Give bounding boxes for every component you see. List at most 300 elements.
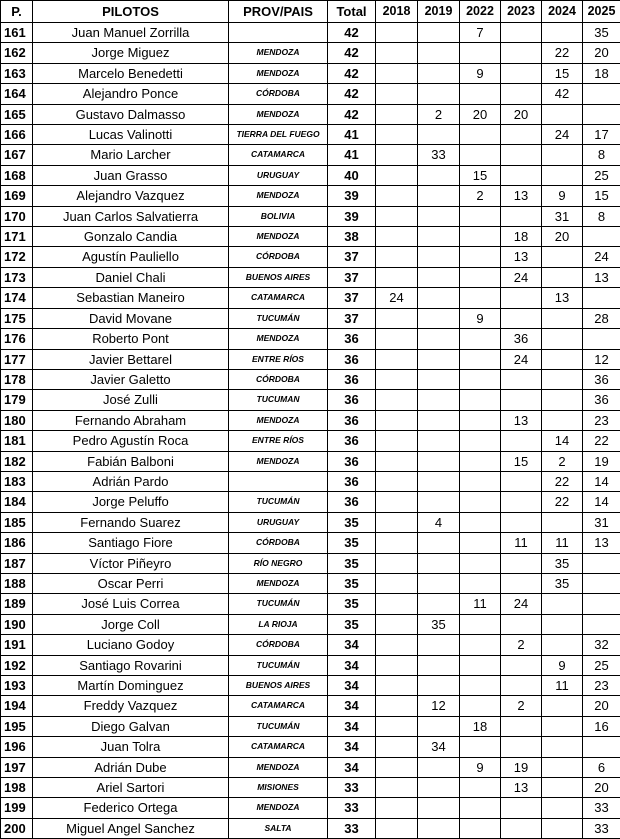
province-cell: MENDOZA xyxy=(229,573,328,593)
points-2018-cell xyxy=(376,757,418,777)
points-2024-cell xyxy=(542,594,583,614)
pilot-name-cell: Juan Manuel Zorrilla xyxy=(33,23,229,43)
position-cell: 176 xyxy=(1,329,33,349)
position-cell: 167 xyxy=(1,145,33,165)
pilot-name-cell: Jorge Miguez xyxy=(33,43,229,63)
points-2019-cell xyxy=(418,227,460,247)
total-cell: 36 xyxy=(328,410,376,430)
points-2018-cell xyxy=(376,206,418,226)
position-cell: 196 xyxy=(1,737,33,757)
points-2022-cell xyxy=(460,512,501,532)
points-2025-cell xyxy=(583,594,620,614)
points-2023-cell xyxy=(501,553,542,573)
total-cell: 34 xyxy=(328,635,376,655)
table-row xyxy=(1,186,620,206)
pilot-name-cell: Ariel Sartori xyxy=(33,778,229,798)
points-2022-cell xyxy=(460,410,501,430)
points-2024-cell xyxy=(542,818,583,838)
table-row xyxy=(1,431,620,451)
points-2019-cell: 2 xyxy=(418,104,460,124)
table-row xyxy=(1,512,620,532)
points-2019-cell xyxy=(418,676,460,696)
points-2023-cell xyxy=(501,288,542,308)
points-2023-cell: 2 xyxy=(501,696,542,716)
points-2022-cell xyxy=(460,43,501,63)
points-2025-cell: 24 xyxy=(583,247,620,267)
points-2024-cell: 35 xyxy=(542,573,583,593)
total-cell: 35 xyxy=(328,533,376,553)
points-2022-cell xyxy=(460,390,501,410)
total-cell: 42 xyxy=(328,63,376,83)
points-2024-cell xyxy=(542,778,583,798)
points-2022-cell xyxy=(460,635,501,655)
points-2018-cell xyxy=(376,43,418,63)
header-2019: 2019 xyxy=(418,1,460,23)
pilot-name-cell: Lucas Valinotti xyxy=(33,125,229,145)
points-2019-cell xyxy=(418,288,460,308)
province-cell: ENTRE RÍOS xyxy=(229,431,328,451)
province-cell: TIERRA DEL FUEGO xyxy=(229,125,328,145)
points-2018-cell xyxy=(376,104,418,124)
points-2019-cell xyxy=(418,818,460,838)
points-2019-cell xyxy=(418,410,460,430)
points-2025-cell: 28 xyxy=(583,308,620,328)
points-2023-cell xyxy=(501,573,542,593)
points-2024-cell xyxy=(542,410,583,430)
points-2019-cell xyxy=(418,308,460,328)
table-row xyxy=(1,614,620,634)
points-2023-cell xyxy=(501,308,542,328)
points-2022-cell xyxy=(460,655,501,675)
total-cell: 36 xyxy=(328,431,376,451)
pilot-name-cell: Sebastian Maneiro xyxy=(33,288,229,308)
total-cell: 41 xyxy=(328,145,376,165)
total-cell: 33 xyxy=(328,818,376,838)
province-cell: URUGUAY xyxy=(229,512,328,532)
pilot-name-cell: Javier Bettarel xyxy=(33,349,229,369)
header-position: P. xyxy=(1,1,33,23)
points-2024-cell: 20 xyxy=(542,227,583,247)
table-row xyxy=(1,390,620,410)
position-cell: 193 xyxy=(1,676,33,696)
table-row xyxy=(1,818,620,838)
table-row xyxy=(1,798,620,818)
points-2025-cell: 14 xyxy=(583,471,620,491)
points-2023-cell xyxy=(501,716,542,736)
points-2025-cell: 20 xyxy=(583,43,620,63)
points-2018-cell xyxy=(376,186,418,206)
table-row xyxy=(1,206,620,226)
pilot-name-cell: Santiago Fiore xyxy=(33,533,229,553)
table-row xyxy=(1,329,620,349)
points-2018-cell xyxy=(376,431,418,451)
points-2018-cell xyxy=(376,369,418,389)
table-row xyxy=(1,716,620,736)
pilot-name-cell: Pedro Agustín Roca xyxy=(33,431,229,451)
table-row xyxy=(1,308,620,328)
points-2025-cell: 32 xyxy=(583,635,620,655)
points-2022-cell xyxy=(460,451,501,471)
position-cell: 183 xyxy=(1,471,33,491)
points-2019-cell: 12 xyxy=(418,696,460,716)
points-2023-cell xyxy=(501,737,542,757)
points-2022-cell xyxy=(460,329,501,349)
total-cell: 36 xyxy=(328,329,376,349)
points-2025-cell: 17 xyxy=(583,125,620,145)
position-cell: 191 xyxy=(1,635,33,655)
points-2023-cell xyxy=(501,512,542,532)
pilot-name-cell: Adrián Dube xyxy=(33,757,229,777)
points-2019-cell xyxy=(418,329,460,349)
points-2022-cell xyxy=(460,84,501,104)
points-2018-cell xyxy=(376,553,418,573)
points-2018-cell xyxy=(376,655,418,675)
points-2024-cell xyxy=(542,267,583,287)
pilot-name-cell: David Movane xyxy=(33,308,229,328)
total-cell: 33 xyxy=(328,778,376,798)
position-cell: 190 xyxy=(1,614,33,634)
points-2019-cell xyxy=(418,798,460,818)
points-2019-cell xyxy=(418,553,460,573)
total-cell: 39 xyxy=(328,186,376,206)
table-row xyxy=(1,145,620,165)
table-row xyxy=(1,104,620,124)
points-2019-cell xyxy=(418,390,460,410)
province-cell: TUCUMÁN xyxy=(229,716,328,736)
points-2023-cell: 18 xyxy=(501,227,542,247)
points-2018-cell xyxy=(376,716,418,736)
position-cell: 188 xyxy=(1,573,33,593)
points-2024-cell xyxy=(542,390,583,410)
province-cell: CATAMARCA xyxy=(229,288,328,308)
points-2025-cell: 13 xyxy=(583,533,620,553)
total-cell: 37 xyxy=(328,288,376,308)
position-cell: 174 xyxy=(1,288,33,308)
points-2022-cell xyxy=(460,349,501,369)
points-2024-cell: 15 xyxy=(542,63,583,83)
points-2025-cell xyxy=(583,288,620,308)
province-cell: TUCUMAN xyxy=(229,390,328,410)
points-2023-cell xyxy=(501,43,542,63)
points-2024-cell xyxy=(542,145,583,165)
points-2018-cell xyxy=(376,84,418,104)
position-cell: 168 xyxy=(1,165,33,185)
points-2018-cell xyxy=(376,594,418,614)
points-2019-cell xyxy=(418,451,460,471)
total-cell: 42 xyxy=(328,23,376,43)
province-cell: URUGUAY xyxy=(229,165,328,185)
points-2022-cell: 15 xyxy=(460,165,501,185)
points-2019-cell xyxy=(418,186,460,206)
points-2019-cell xyxy=(418,757,460,777)
position-cell: 181 xyxy=(1,431,33,451)
pilot-name-cell: Martín Dominguez xyxy=(33,676,229,696)
points-2018-cell xyxy=(376,471,418,491)
province-cell: SALTA xyxy=(229,818,328,838)
points-2018-cell xyxy=(376,533,418,553)
points-2022-cell xyxy=(460,288,501,308)
pilot-name-cell: Diego Galvan xyxy=(33,716,229,736)
pilot-name-cell: Marcelo Benedetti xyxy=(33,63,229,83)
total-cell: 36 xyxy=(328,369,376,389)
points-2018-cell xyxy=(376,390,418,410)
position-cell: 177 xyxy=(1,349,33,369)
total-cell: 35 xyxy=(328,614,376,634)
province-cell: TUCUMÁN xyxy=(229,594,328,614)
points-2022-cell xyxy=(460,614,501,634)
pilot-name-cell: Alejandro Vazquez xyxy=(33,186,229,206)
province-cell: CATAMARCA xyxy=(229,145,328,165)
total-cell: 42 xyxy=(328,104,376,124)
points-2025-cell: 8 xyxy=(583,145,620,165)
points-2022-cell xyxy=(460,696,501,716)
table-row xyxy=(1,553,620,573)
total-cell: 37 xyxy=(328,247,376,267)
pilot-name-cell: Daniel Chali xyxy=(33,267,229,287)
points-2025-cell: 12 xyxy=(583,349,620,369)
points-2018-cell xyxy=(376,410,418,430)
points-2022-cell: 2 xyxy=(460,186,501,206)
pilot-name-cell: Federico Ortega xyxy=(33,798,229,818)
points-2025-cell: 33 xyxy=(583,818,620,838)
position-cell: 192 xyxy=(1,655,33,675)
position-cell: 175 xyxy=(1,308,33,328)
pilot-name-cell: Juan Tolra xyxy=(33,737,229,757)
points-2019-cell xyxy=(418,43,460,63)
position-cell: 178 xyxy=(1,369,33,389)
points-2022-cell: 18 xyxy=(460,716,501,736)
pilot-name-cell: Fabián Balboni xyxy=(33,451,229,471)
points-2019-cell: 4 xyxy=(418,512,460,532)
position-cell: 180 xyxy=(1,410,33,430)
table-row xyxy=(1,451,620,471)
province-cell: CATAMARCA xyxy=(229,737,328,757)
pilot-name-cell: Fernando Suarez xyxy=(33,512,229,532)
province-cell: TUCUMÁN xyxy=(229,492,328,512)
points-2019-cell xyxy=(418,84,460,104)
points-2018-cell xyxy=(376,635,418,655)
points-2023-cell: 11 xyxy=(501,533,542,553)
position-cell: 197 xyxy=(1,757,33,777)
total-cell: 35 xyxy=(328,594,376,614)
table-row xyxy=(1,63,620,83)
points-2023-cell xyxy=(501,84,542,104)
points-2018-cell xyxy=(376,778,418,798)
points-2022-cell xyxy=(460,492,501,512)
points-2023-cell: 19 xyxy=(501,757,542,777)
points-2018-cell xyxy=(376,818,418,838)
table-row xyxy=(1,492,620,512)
points-2025-cell: 22 xyxy=(583,431,620,451)
points-2019-cell xyxy=(418,635,460,655)
points-2024-cell xyxy=(542,247,583,267)
points-2023-cell: 24 xyxy=(501,349,542,369)
points-2025-cell: 35 xyxy=(583,23,620,43)
position-cell: 184 xyxy=(1,492,33,512)
pilot-name-cell: José Luis Correa xyxy=(33,594,229,614)
points-2023-cell xyxy=(501,471,542,491)
points-2018-cell xyxy=(376,308,418,328)
position-cell: 187 xyxy=(1,553,33,573)
table-row xyxy=(1,573,620,593)
province-cell: BUENOS AIRES xyxy=(229,267,328,287)
total-cell: 35 xyxy=(328,573,376,593)
position-cell: 163 xyxy=(1,63,33,83)
points-2023-cell xyxy=(501,23,542,43)
points-2023-cell: 15 xyxy=(501,451,542,471)
total-cell: 36 xyxy=(328,471,376,491)
points-2024-cell xyxy=(542,329,583,349)
points-2023-cell: 13 xyxy=(501,778,542,798)
total-cell: 37 xyxy=(328,308,376,328)
total-cell: 35 xyxy=(328,512,376,532)
table-row xyxy=(1,676,620,696)
points-2023-cell xyxy=(501,125,542,145)
table-row xyxy=(1,635,620,655)
points-2022-cell xyxy=(460,778,501,798)
points-2018-cell xyxy=(376,247,418,267)
points-2022-cell xyxy=(460,247,501,267)
points-2022-cell: 7 xyxy=(460,23,501,43)
points-2024-cell xyxy=(542,696,583,716)
points-2023-cell: 24 xyxy=(501,267,542,287)
points-2025-cell: 16 xyxy=(583,716,620,736)
table-row xyxy=(1,125,620,145)
points-2024-cell: 42 xyxy=(542,84,583,104)
points-2023-cell xyxy=(501,369,542,389)
points-2024-cell xyxy=(542,369,583,389)
points-2024-cell xyxy=(542,165,583,185)
points-2024-cell xyxy=(542,512,583,532)
position-cell: 171 xyxy=(1,227,33,247)
header-2024: 2024 xyxy=(542,1,583,23)
points-2023-cell xyxy=(501,431,542,451)
province-cell: CATAMARCA xyxy=(229,696,328,716)
province-cell: CÓRDOBA xyxy=(229,533,328,553)
pilot-name-cell: Juan Carlos Salvatierra xyxy=(33,206,229,226)
points-2024-cell: 2 xyxy=(542,451,583,471)
points-2022-cell: 11 xyxy=(460,594,501,614)
total-cell: 36 xyxy=(328,349,376,369)
points-2018-cell xyxy=(376,696,418,716)
points-2023-cell xyxy=(501,655,542,675)
pilot-name-cell: Gonzalo Candia xyxy=(33,227,229,247)
points-2024-cell: 22 xyxy=(542,492,583,512)
province-cell: TUCUMÁN xyxy=(229,655,328,675)
points-2019-cell xyxy=(418,431,460,451)
table-row xyxy=(1,369,620,389)
total-cell: 37 xyxy=(328,267,376,287)
points-2024-cell xyxy=(542,614,583,634)
province-cell: CÓRDOBA xyxy=(229,247,328,267)
position-cell: 189 xyxy=(1,594,33,614)
points-2022-cell xyxy=(460,798,501,818)
points-2025-cell: 31 xyxy=(583,512,620,532)
points-2023-cell: 2 xyxy=(501,635,542,655)
points-2022-cell xyxy=(460,533,501,553)
points-2023-cell xyxy=(501,492,542,512)
total-cell: 34 xyxy=(328,716,376,736)
points-2024-cell xyxy=(542,716,583,736)
points-2019-cell xyxy=(418,471,460,491)
points-2024-cell: 11 xyxy=(542,533,583,553)
points-2024-cell xyxy=(542,308,583,328)
points-2022-cell xyxy=(460,737,501,757)
points-2019-cell: 35 xyxy=(418,614,460,634)
header-pilots: PILOTOS xyxy=(33,1,229,23)
province-cell: MENDOZA xyxy=(229,43,328,63)
points-2018-cell xyxy=(376,573,418,593)
position-cell: 195 xyxy=(1,716,33,736)
table-row xyxy=(1,696,620,716)
points-2022-cell xyxy=(460,267,501,287)
points-2019-cell xyxy=(418,492,460,512)
pilot-name-cell: Luciano Godoy xyxy=(33,635,229,655)
total-cell: 38 xyxy=(328,227,376,247)
points-2018-cell xyxy=(376,227,418,247)
position-cell: 172 xyxy=(1,247,33,267)
position-cell: 170 xyxy=(1,206,33,226)
position-cell: 165 xyxy=(1,104,33,124)
points-2023-cell xyxy=(501,676,542,696)
pilot-name-cell: Fernando Abraham xyxy=(33,410,229,430)
points-2025-cell: 6 xyxy=(583,757,620,777)
province-cell: MISIONES xyxy=(229,778,328,798)
header-2023: 2023 xyxy=(501,1,542,23)
points-2018-cell xyxy=(376,145,418,165)
points-2018-cell: 24 xyxy=(376,288,418,308)
points-2019-cell xyxy=(418,778,460,798)
points-2022-cell xyxy=(460,818,501,838)
header-2022: 2022 xyxy=(460,1,501,23)
province-cell: MENDOZA xyxy=(229,757,328,777)
total-cell: 42 xyxy=(328,43,376,63)
points-2019-cell xyxy=(418,247,460,267)
total-cell: 34 xyxy=(328,737,376,757)
points-2025-cell: 25 xyxy=(583,655,620,675)
position-cell: 164 xyxy=(1,84,33,104)
points-2022-cell xyxy=(460,206,501,226)
points-2025-cell xyxy=(583,227,620,247)
position-cell: 182 xyxy=(1,451,33,471)
table-row xyxy=(1,227,620,247)
points-2023-cell xyxy=(501,390,542,410)
points-2024-cell xyxy=(542,104,583,124)
points-2024-cell xyxy=(542,798,583,818)
points-2022-cell: 9 xyxy=(460,63,501,83)
points-2024-cell xyxy=(542,757,583,777)
province-cell: MENDOZA xyxy=(229,186,328,206)
pilot-name-cell: Gustavo Dalmasso xyxy=(33,104,229,124)
points-2022-cell xyxy=(460,573,501,593)
pilot-name-cell: Jorge Peluffo xyxy=(33,492,229,512)
points-2025-cell: 23 xyxy=(583,410,620,430)
points-2025-cell xyxy=(583,84,620,104)
points-2019-cell: 33 xyxy=(418,145,460,165)
points-2019-cell xyxy=(418,206,460,226)
points-2018-cell xyxy=(376,614,418,634)
points-2022-cell xyxy=(460,471,501,491)
points-2023-cell xyxy=(501,818,542,838)
points-2018-cell xyxy=(376,349,418,369)
province-cell: BOLIVIA xyxy=(229,206,328,226)
points-2025-cell: 19 xyxy=(583,451,620,471)
header-total: Total xyxy=(328,1,376,23)
province-cell: MENDOZA xyxy=(229,63,328,83)
points-2022-cell xyxy=(460,125,501,145)
points-2019-cell xyxy=(418,23,460,43)
position-cell: 199 xyxy=(1,798,33,818)
